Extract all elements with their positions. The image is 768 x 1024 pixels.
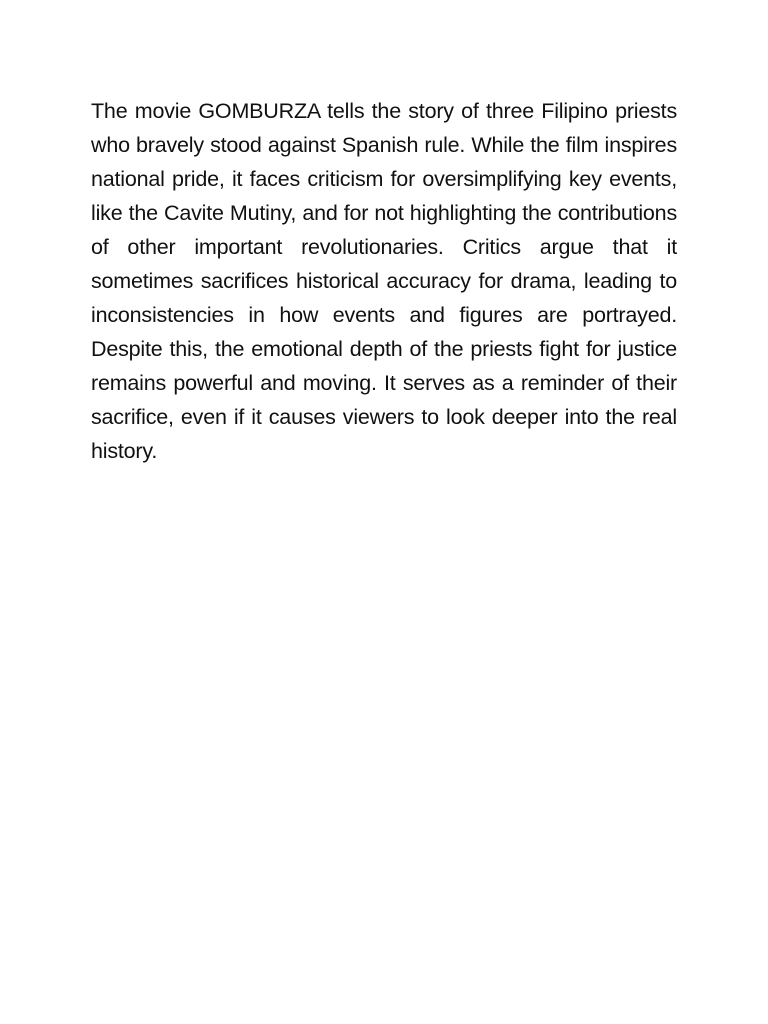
essay-paragraph: The movie GOMBURZA tells the story of three Filipino priests who bravely stood against Spanish rule. While the film inspires national pride, it faces criticism for oversimplifying key events, like the Cavite Mutiny, and for not highlighting the contributions of other important revolutionaries. Critics argue that it sometimes sacrifices historical accuracy for drama, leading to inconsistencies in how events and figures are portrayed. Despite this, the emotional depth of the priests fight for justice remains powerful and moving. It serves as a reminder of their sacrifice, even if it causes viewers to look deeper into the real history. [91, 99, 677, 463]
